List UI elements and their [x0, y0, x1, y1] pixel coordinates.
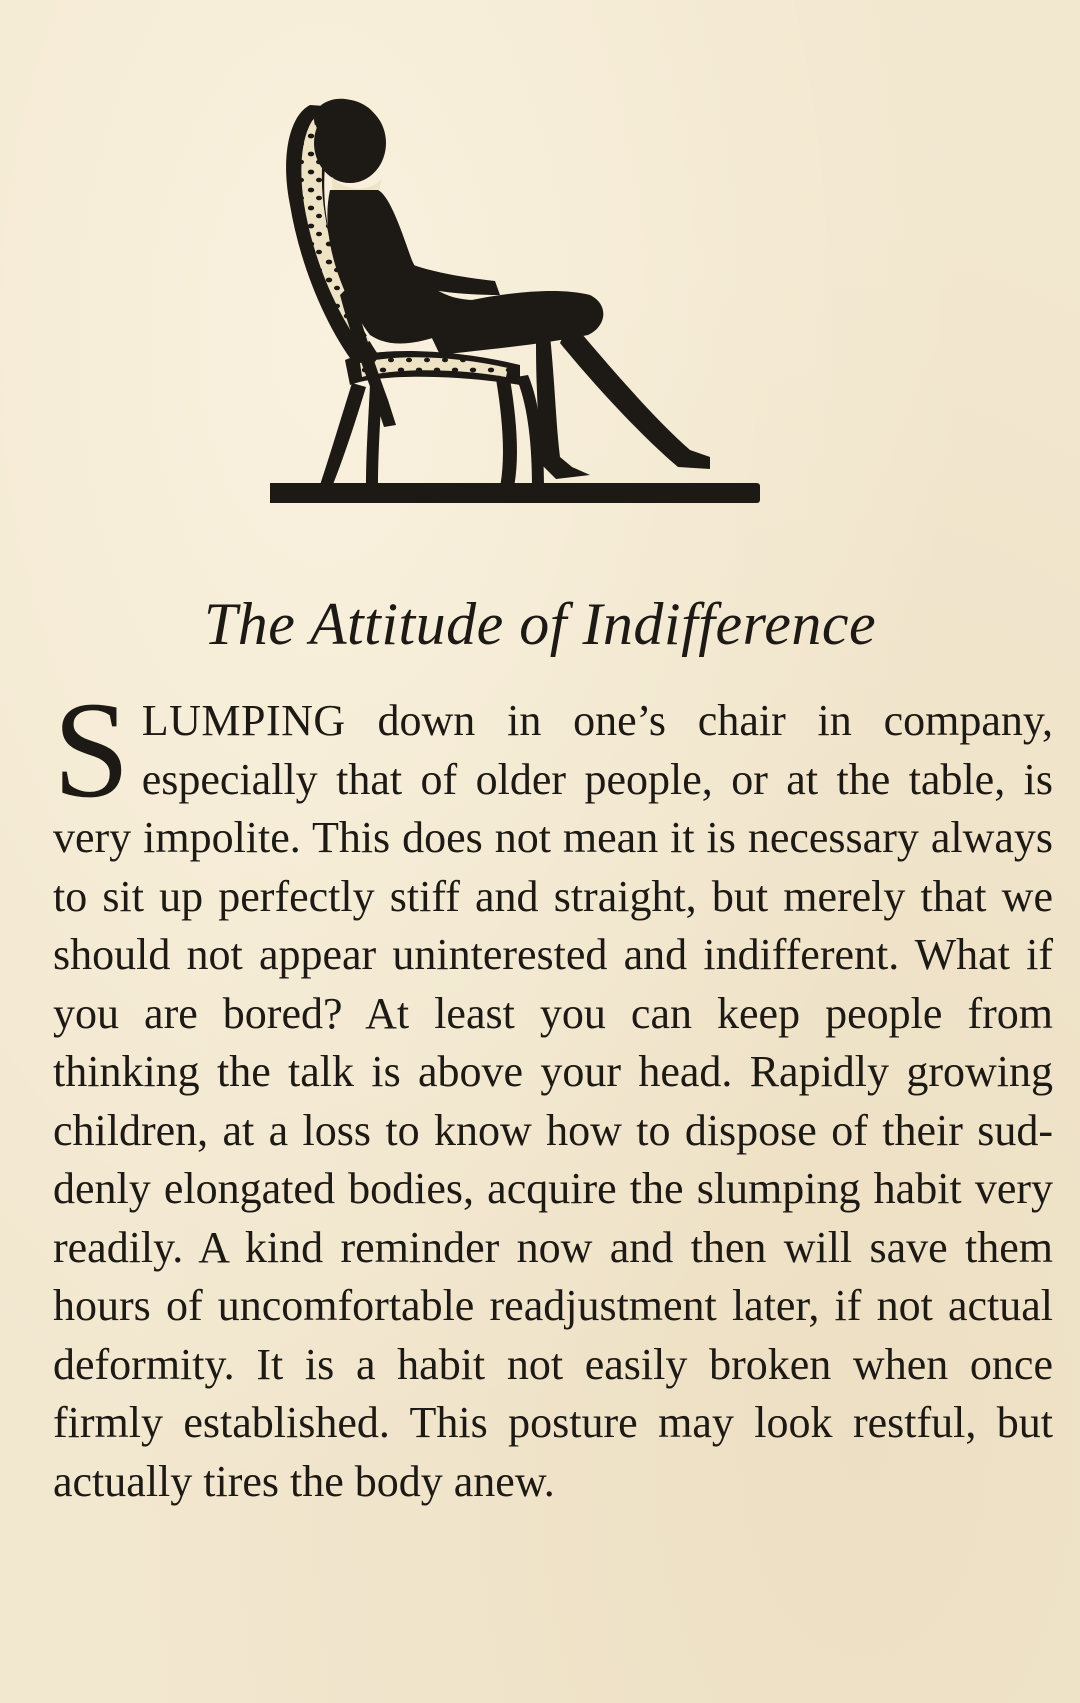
body-paragraph: down in one’s chair in company, especially that of older people, or at the table, is very impolite. This does not mean it is necessary always to sit up perfectly stiff and straight, but merely that we should not appear uninterested and indifferent. What if you are bored? At least you can keep people from thinking the talk is above your head. Rapidly growing children, at a loss to know how to dispose of their suddenly elongated bodies, acquire the slumping habit very readily. A kind reminder now and then will save them hours of uncomfortable readjustment later, if not actual deformity. It is a habit not easily broken when once firmly established. This posture may look restful, but actually tires the body anew.: [53, 696, 1053, 1506]
lead-word: LUMPING: [141, 696, 346, 745]
article-body: [53, 673, 1053, 1511]
page-title: The Attitude of Indifference: [203, 591, 877, 657]
silhouette-woman-slumped-in-chair-icon: [270, 95, 830, 555]
drop-cap: S: [53, 673, 130, 826]
